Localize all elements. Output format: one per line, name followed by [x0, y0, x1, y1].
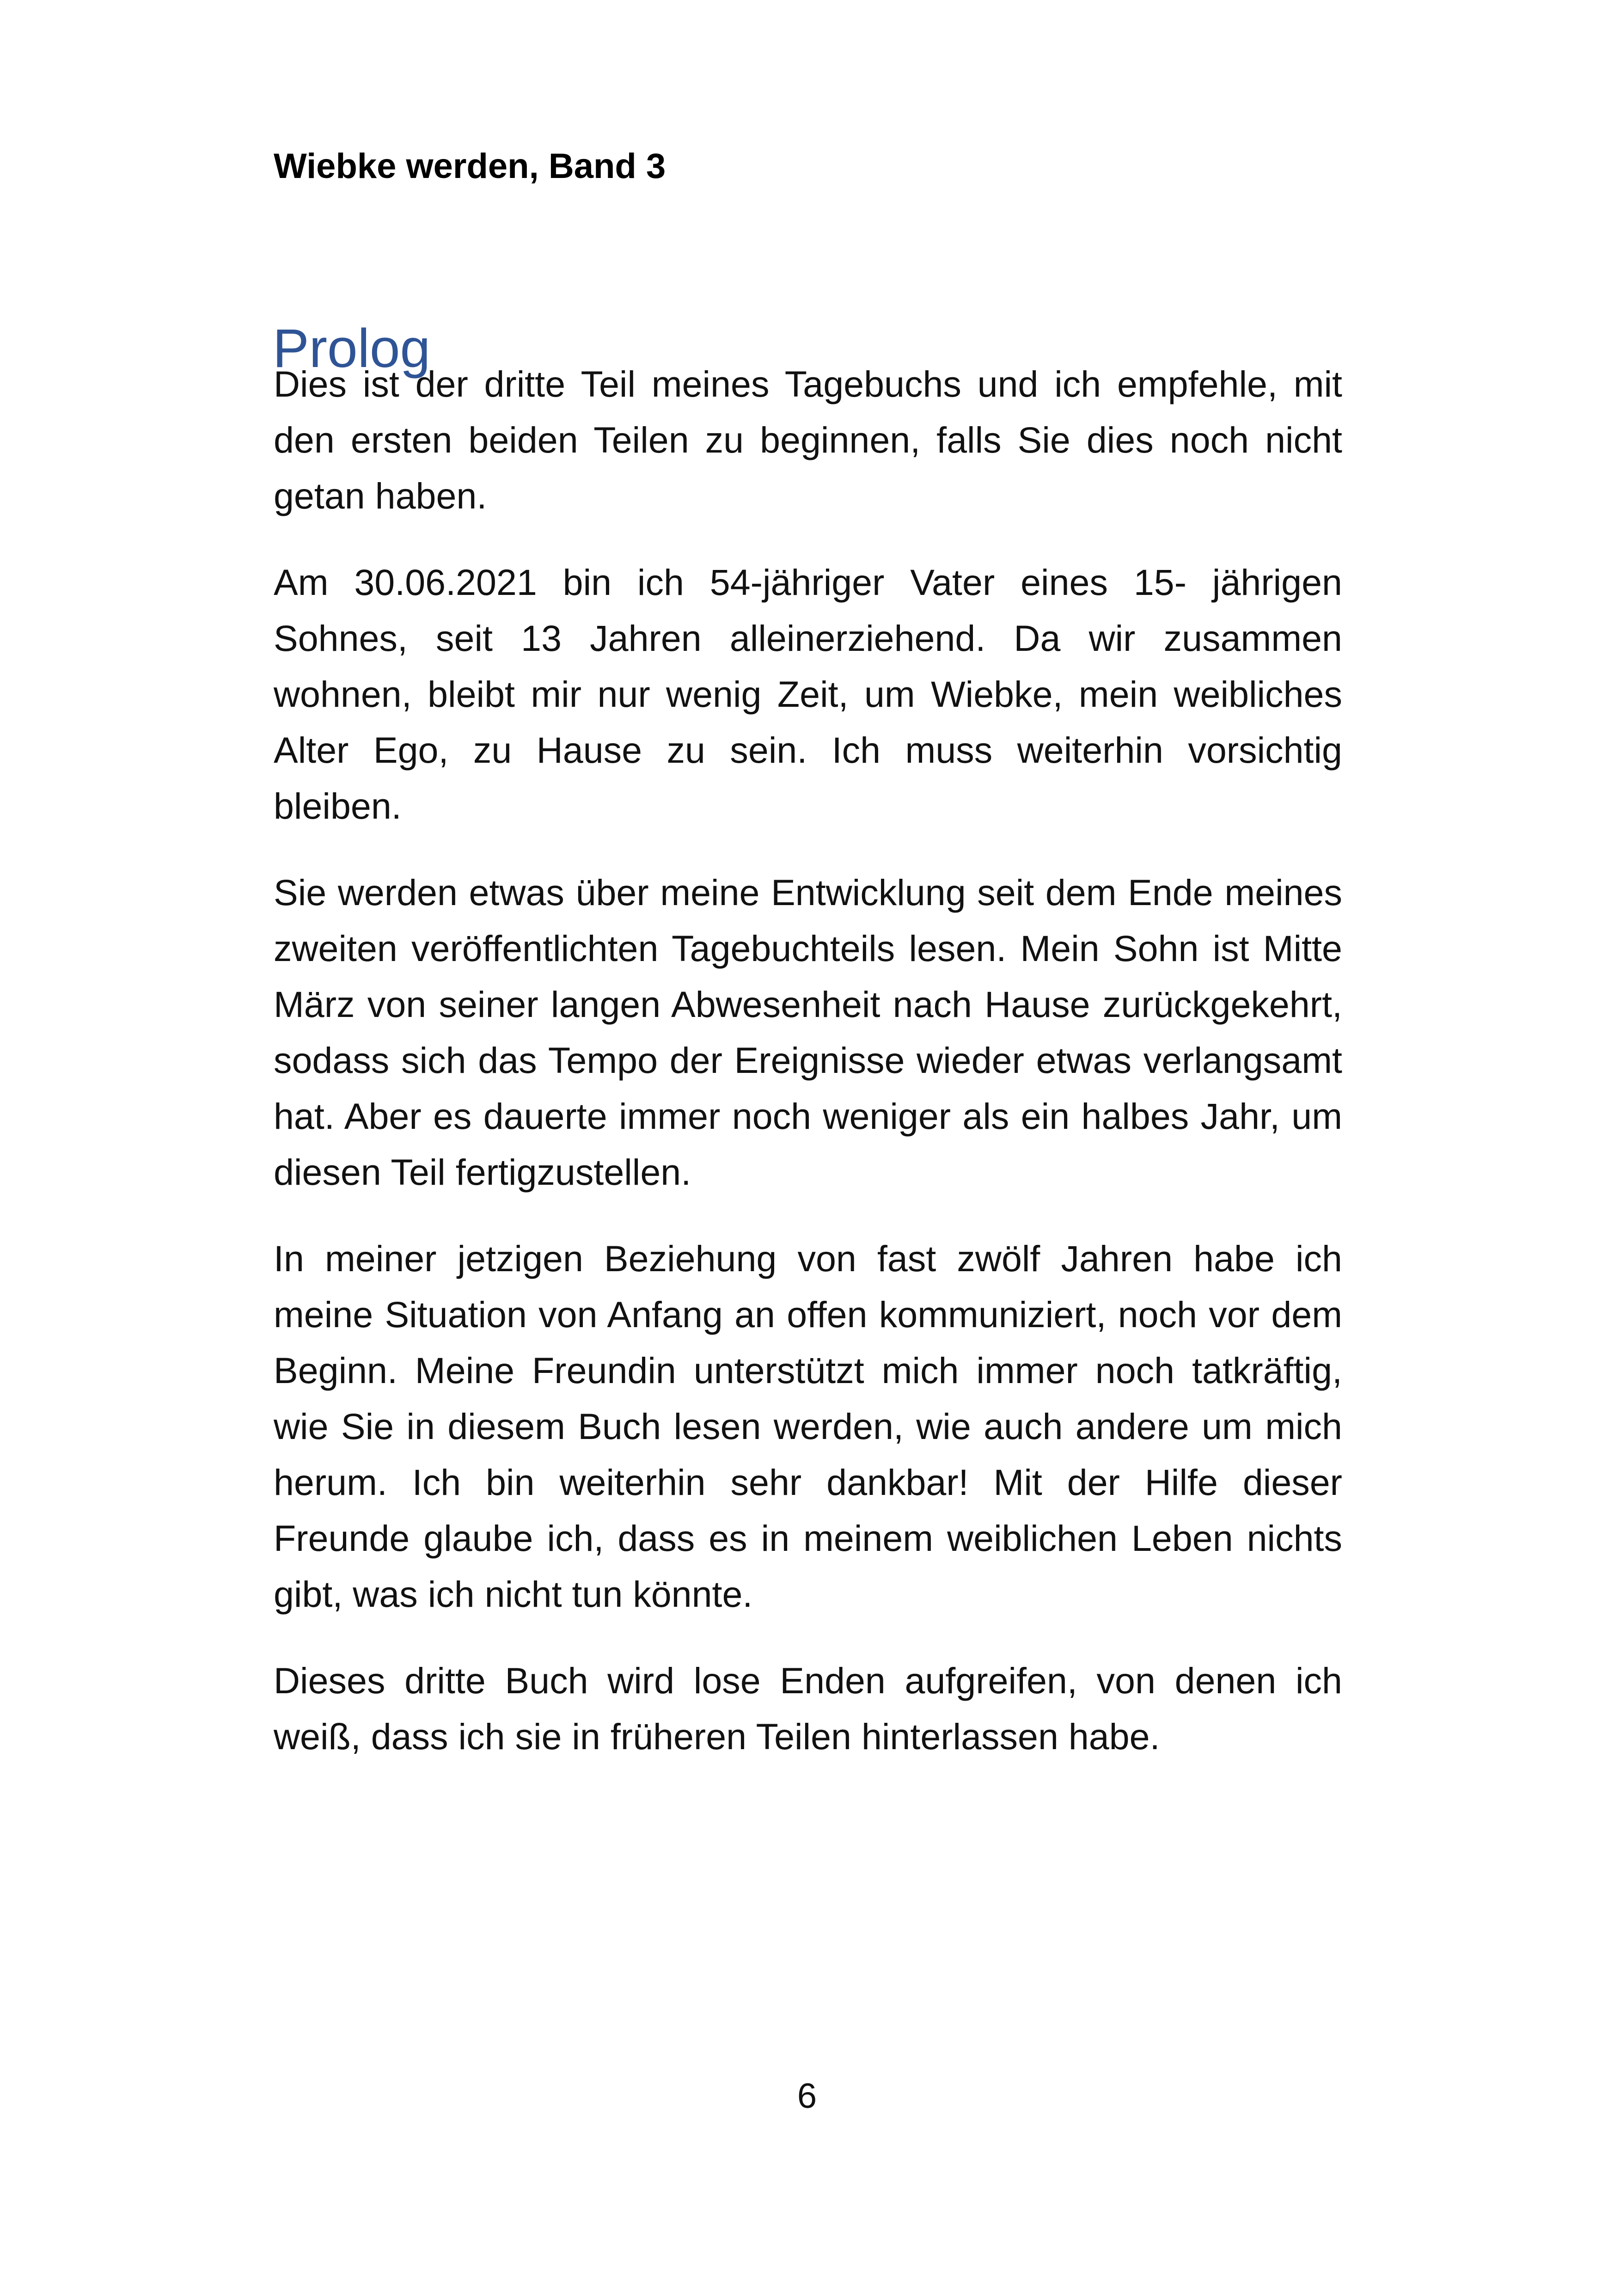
paragraph: Am 30.06.2021 bin ich 54-jähriger Vater eines 15- jährigen Sohnes, seit 13 Jahren alleinerziehend. Da wir zusammen wohnen, bleibt mir nur wenig Zeit, um Wiebke, mein weibliches Alter Ego, zu Hause zu sein. Ich muss weiterhin vorsichtig bleiben. [274, 562, 1342, 827]
page-number: 6 [797, 2076, 817, 2116]
paragraph: In meiner jetzigen Beziehung von fast zwölf Jahren habe ich meine Situation von Anfang an offen kommuniziert, noch vor dem Beginn. Meine Freundin unterstützt mich immer noch tatkräftig, wie Sie in diesem Buch lesen werden, wie auch andere um mich herum. Ich bin weiterhin sehr dankbar! Mit der Hilfe dieser Freunde glaube ich, dass es in meinem weiblichen Leben nichts gibt, was ich nicht tun könnte. [274, 1238, 1342, 1615]
chapter-body [274, 356, 1342, 1795]
paragraph: Dieses dritte Buch wird lose Enden aufgreifen, von denen ich weiß, dass ich sie in früheren Teilen hinterlassen habe. [274, 1660, 1342, 1757]
running-header: Wiebke werden, Band 3 [274, 147, 666, 186]
paragraph: Dies ist der dritte Teil meines Tagebuchs und ich empfehle, mit den ersten beiden Teilen zu beginnen, falls Sie dies noch nicht getan haben. [274, 363, 1342, 516]
chapter-title: Prolog [273, 318, 431, 380]
paragraph: Sie werden etwas über meine Entwicklung seit dem Ende meines zweiten veröffentlichten Tagebuchteils lesen. Mein Sohn ist Mitte März von seiner langen Abwesenheit nach Hause zurückgekehrt, sodass sich das Tempo der Ereignisse wieder etwas verlangsamt hat. Aber es dauerte immer noch weniger als ein halbes Jahr, um diesen Teil fertigzustellen. [274, 872, 1342, 1193]
